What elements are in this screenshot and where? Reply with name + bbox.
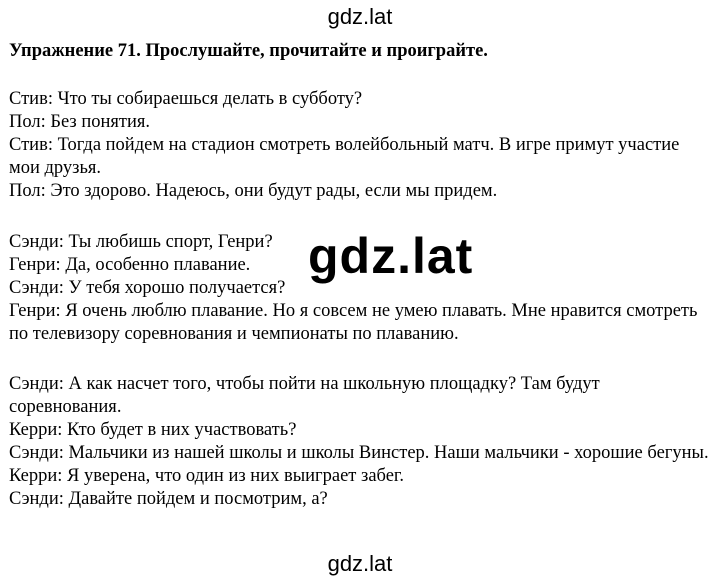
watermark-center: gdz.lat bbox=[308, 228, 474, 284]
dialog-line: Стив: Тогда пойдем на стадион смотреть волейбольный матч. В игре примут участие мои друзья. bbox=[9, 135, 680, 178]
dialog-line: Пол: Это здорово. Надеюсь, они будут рады, если мы придем. bbox=[9, 181, 498, 201]
dialog-line: Керри: Кто будет в них участвовать? bbox=[9, 420, 297, 440]
dialog-line: Сэнди: Мальчики из нашей школы и школы Винстер. Наши мальчики - хорошие бегуны. bbox=[9, 443, 709, 463]
dialog-line: Пол: Без понятия. bbox=[9, 112, 151, 132]
dialog-line: Сэнди: Ты любишь спорт, Генри? bbox=[9, 232, 273, 252]
dialog-block-1 bbox=[9, 88, 714, 203]
dialog-block-3 bbox=[9, 373, 714, 511]
dialog-line: Керри: Я уверена, что один из них выиграет забег. bbox=[9, 466, 405, 486]
watermark-bottom: gdz.lat bbox=[327, 551, 393, 576]
exercise-heading: Упражнение 71. Прослушайте, прочитайте и проиграйте. bbox=[9, 41, 488, 61]
dialog-line: Сэнди: А как насчет того, чтобы пойти на школьную площадку? Там будут соревнования. bbox=[9, 374, 600, 417]
watermark-top: gdz.lat bbox=[327, 4, 393, 29]
dialog-line: Стив: Что ты собираешься делать в субботу? bbox=[9, 89, 363, 109]
dialog-line: Генри: Я очень люблю плавание. Но я совсем не умею плавать. Мне нравится смотреть по телевизору соревнования и чемпионаты по плаванию. bbox=[9, 301, 698, 344]
dialog-line: Генри: Да, особенно плавание. bbox=[9, 255, 251, 275]
dialog-line: Сэнди: У тебя хорошо получается? bbox=[9, 278, 286, 298]
dialog-line: Сэнди: Давайте пойдем и посмотрим, а? bbox=[9, 489, 328, 509]
